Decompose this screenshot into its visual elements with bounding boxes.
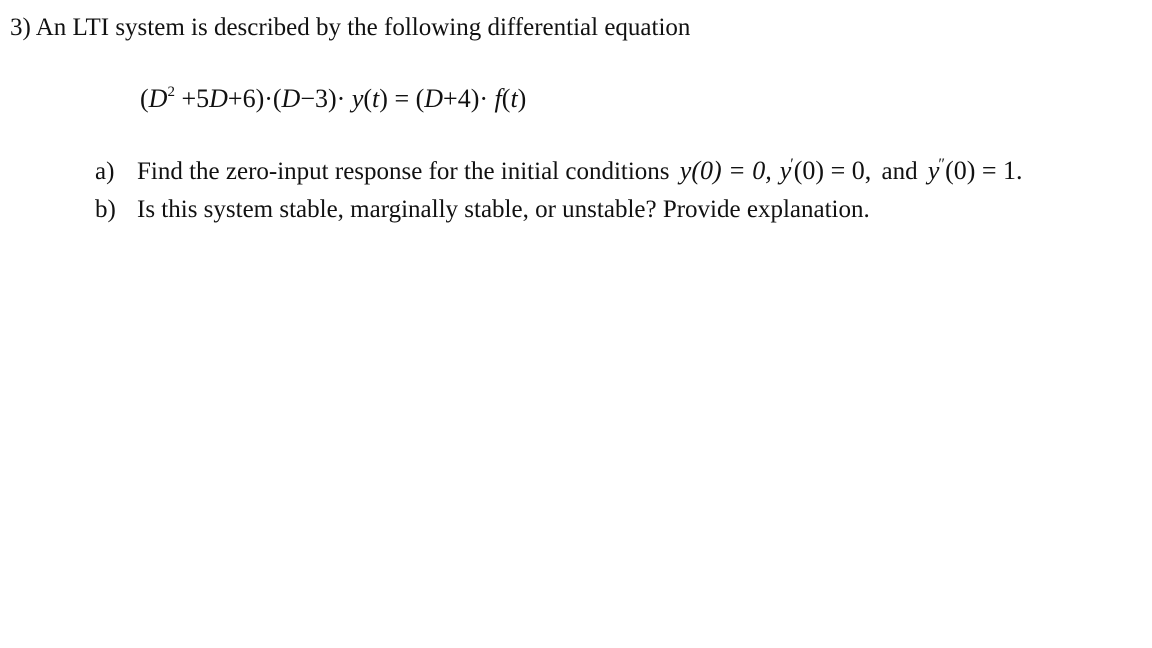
prime-mark: ′ [790,156,794,173]
initial-condition-y: y(0) = 0, [679,156,772,185]
part-a [95,155,1027,188]
y-symbol: y [779,156,792,185]
eq-operator-d-4: D [424,84,444,113]
eq-operator-d-3: D [281,84,301,113]
eq-output-y: y [351,84,364,113]
and-word: and [881,158,918,185]
double-prime-mark: ″ [938,156,946,173]
eq-term-minus3: −3)· [300,84,352,113]
problem-heading: 3) An LTI system is described by the following differential equation [10,14,691,41]
eq-open-paren: ( [140,84,149,113]
part-b-marker: b) [95,196,116,223]
part-b [95,194,870,226]
eq-exponent: 2 [167,84,175,100]
eq-equals: = ( [387,84,425,113]
differential-equation [140,82,526,116]
eq-input-f: f [494,84,502,113]
part-b-text: Is this system stable, marginally stable, or unstable? Provide explanation. [137,196,870,223]
eq-paren-2: ( [501,84,511,113]
eq-var-t-2: t [510,84,518,113]
y-symbol-2: y [927,156,940,185]
eq-operator-d: D [148,84,168,113]
eq-term-plus4: +4)· [443,84,495,113]
eq-paren-close-2: ) [517,84,527,113]
condition-value-2: (0) = 1. [945,156,1023,185]
eq-var-t: t [372,84,380,113]
initial-condition-y-double-prime [928,156,1023,185]
initial-condition-y-prime [780,156,872,185]
part-a-text: Find the zero-input response for the initial conditions [137,158,670,185]
eq-paren: ( [363,84,373,113]
condition-value: (0) = 0, [793,156,872,185]
eq-operator-d-2: D [209,84,228,113]
eq-term-5: +5 [174,84,210,113]
part-a-marker: a) [95,158,115,185]
eq-paren-close: ) [379,84,388,113]
eq-term-plus6: +6)·( [227,84,282,113]
